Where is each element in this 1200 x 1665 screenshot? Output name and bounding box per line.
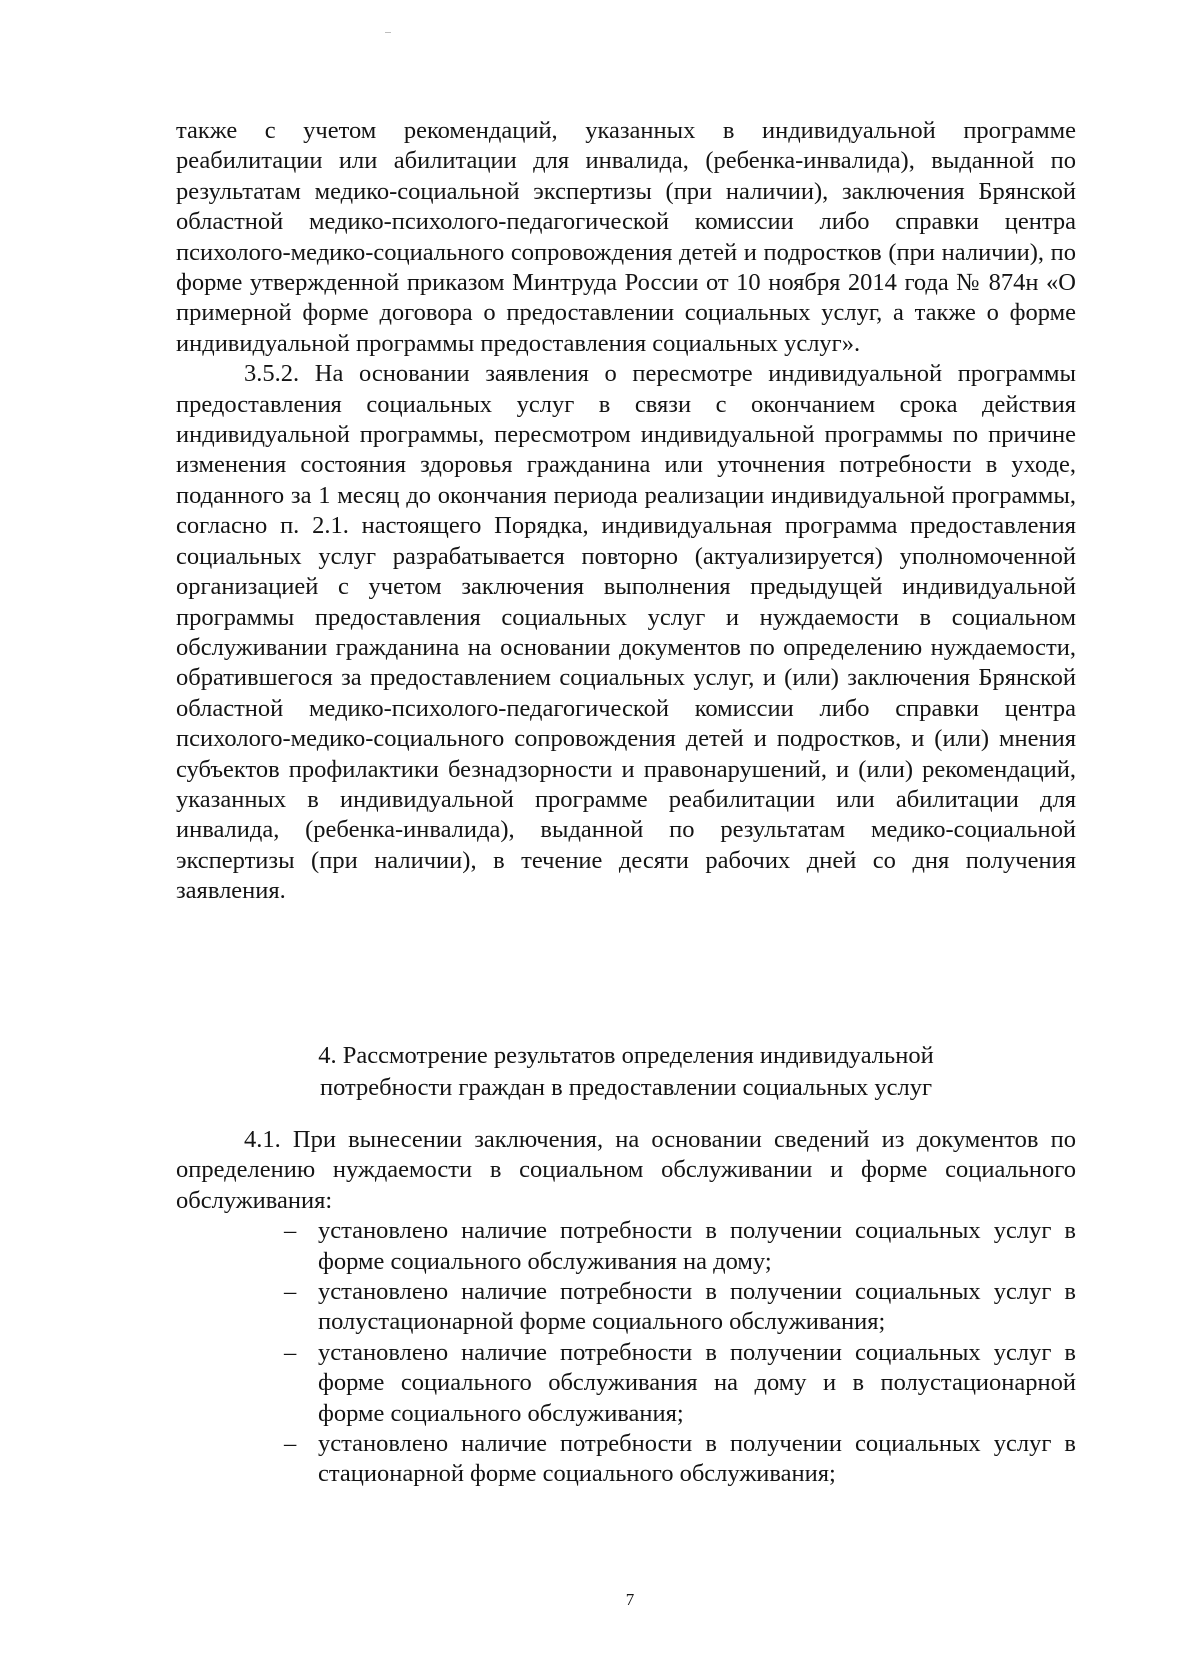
list-item (176, 1429, 1076, 1490)
list-item (176, 1216, 1076, 1277)
page-number: 7 (625, 1590, 635, 1609)
section-4-heading-line-1: 4. Рассмотрение результатов определения индивидуальной (318, 1042, 934, 1069)
paragraph-4-1: 4.1. При вынесении заключения, на основании сведений из документов по определению нуждаемости в социальном обслуживании и форме социального обслуживания: (176, 1126, 1076, 1214)
conclusion-list (176, 1216, 1076, 1490)
list-item-text: установлено наличие потребности в получении социальных услуг в полустационарной форме социального обслуживания; (318, 1278, 1076, 1336)
list-item (176, 1277, 1076, 1338)
list-item-text: установлено наличие потребности в получении социальных услуг в стационарной форме социального обслуживания; (318, 1430, 1076, 1488)
dash-marker: – (284, 1430, 297, 1458)
list-item-text: установлено наличие потребности в получении социальных услуг в форме социального обслуживания на дому и в полустационарной форме социального обслуживания; (318, 1338, 1076, 1427)
scan-artifact (385, 32, 391, 33)
section-4-heading (176, 1040, 1076, 1104)
list-item (176, 1338, 1076, 1429)
paragraph-continuation: также с учетом рекомендаций, указанных в индивидуальной программе реабилитации или абилитации для инвалида, (ребенка-инвалида), выданной по результатам медико-социальной экспертизы (при наличии), заключения Брянской областной медико-психолого-педагогической комиссии либо справки центра психолого-медико-социального сопровождения детей и подростков (при наличии), по форме утвержденной приказом Минтруда России от 10 ноября 2014 года № 874н «О примерной форме договора о предоставлении социальных услуг, а также о форме индивидуальной программы предоставления социальных услуг». (176, 117, 1076, 357)
body-text (176, 116, 1076, 907)
section-4-body (176, 1125, 1076, 1490)
section-4-heading-line-2: потребности граждан в предоставлении социальных услуг (319, 1074, 933, 1101)
dash-marker: – (284, 1338, 297, 1366)
paragraph-3-5-2: 3.5.2. На основании заявления о пересмотре индивидуальной программы предоставления социальных услуг в связи с окончанием срока действия индивидуальной программы, пересмотром индивидуальной программы по причине изменения состояния здоровья гражданина или уточнения потребности в уходе, поданного за 1 месяц до окончания периода реализации индивидуальной программы, согласно п. 2.1. настоящего Порядка, индивидуальная программа предоставления социальных услуг разрабатывается повторно (актуализируется) уполномоченной организацией с учетом заключения выполнения предыдущей индивидуальной программы предоставления социальных услуг и нуждаемости в социальном обслуживании гражданина на основании документов по определению нуждаемости, обратившегося за предоставлением социальных услуг, и (или) заключения Брянской областной медико-психолого-педагогической комиссии либо справки центра психолого-медико-социального сопровождения детей и подростков, и (или) мнения субъектов профилактики безнадзорности и правонарушений, и (или) рекомендаций, указанных в индивидуальной программе реабилитации или абилитации для инвалида, (ребенка-инвалида), выданной по результатам медико-социальной экспертизы (при наличии), в течение десяти рабочих дней со дня получения заявления. (176, 360, 1076, 905)
dash-marker: – (284, 1217, 297, 1245)
list-item-text: установлено наличие потребности в получении социальных услуг в форме социального обслуживания на дому; (318, 1217, 1076, 1275)
dash-marker: – (284, 1278, 297, 1306)
